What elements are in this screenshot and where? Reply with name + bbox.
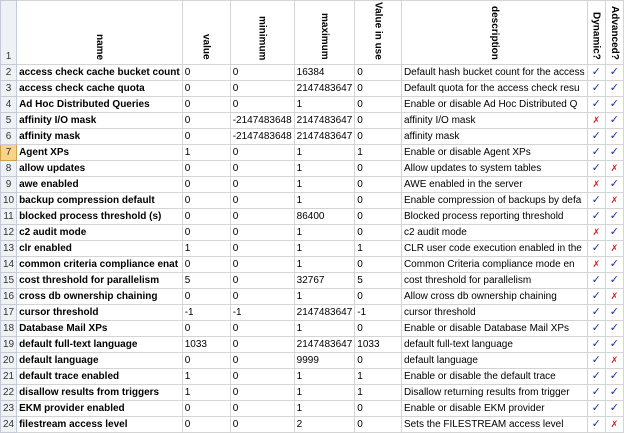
cell-dynamic-check-icon: ✓: [591, 354, 601, 366]
cell-maximum[interactable]: 1: [294, 145, 355, 161]
table-row[interactable]: [1, 81, 624, 97]
cell-advanced-cross-icon: ✗: [610, 163, 619, 173]
cell-name[interactable]: clr enabled: [17, 241, 183, 257]
cell-value[interactable]: 0: [182, 225, 230, 241]
cell-minimum[interactable]: 0: [230, 225, 294, 241]
row-number[interactable]: 4: [1, 97, 17, 113]
cell-dynamic-check-icon: ✓: [591, 194, 601, 206]
cell-maximum[interactable]: 1: [294, 401, 355, 417]
cell-description[interactable]: Enable or disable Ad Hoc Distributed Q: [401, 97, 587, 113]
cell-advanced[interactable]: [605, 401, 623, 417]
cell-advanced-check-icon: ✓: [609, 210, 619, 222]
cell-value[interactable]: 0: [182, 81, 230, 97]
cell-advanced[interactable]: [605, 209, 623, 225]
cell-advanced-check-icon: ✓: [609, 402, 619, 414]
cell-advanced-check-icon: ✓: [609, 258, 619, 270]
row-number[interactable]: 1: [1, 1, 17, 65]
cell-dynamic-check-icon: ✓: [591, 66, 601, 78]
cell-name[interactable]: c2 audit mode: [17, 225, 183, 241]
cell-value[interactable]: 0: [182, 177, 230, 193]
cell-value-in-use[interactable]: 1: [355, 241, 402, 257]
cell-minimum[interactable]: 0: [230, 65, 294, 81]
cell-value-in-use[interactable]: 0: [355, 257, 402, 273]
cell-value-in-use[interactable]: 0: [355, 401, 402, 417]
row-number[interactable]: 5: [1, 113, 17, 129]
cell-dynamic-check-icon: ✓: [591, 386, 601, 398]
cell-advanced-cross-icon: ✗: [610, 195, 619, 205]
cell-dynamic-check-icon: ✓: [591, 370, 601, 382]
cell-value-in-use[interactable]: 0: [355, 81, 402, 97]
row-number[interactable]: 20: [1, 353, 17, 369]
cell-dynamic[interactable]: [587, 193, 605, 209]
cell-advanced-check-icon: ✓: [609, 306, 619, 318]
cell-maximum[interactable]: 1: [294, 161, 355, 177]
table-row[interactable]: [1, 241, 624, 257]
cell-minimum[interactable]: 0: [230, 337, 294, 353]
cell-description[interactable]: affinity I/O mask: [401, 113, 587, 129]
cell-advanced[interactable]: [605, 161, 623, 177]
cell-maximum[interactable]: 32767: [294, 273, 355, 289]
row-number[interactable]: 16: [1, 289, 17, 305]
cell-advanced-check-icon: ✓: [609, 114, 619, 126]
cell-maximum[interactable]: 2147483647: [294, 81, 355, 97]
row-number[interactable]: 6: [1, 129, 17, 145]
cell-minimum[interactable]: 0: [230, 401, 294, 417]
cell-name[interactable]: EKM provider enabled: [17, 401, 183, 417]
cell-minimum[interactable]: 0: [230, 321, 294, 337]
row-number[interactable]: 15: [1, 273, 17, 289]
cell-maximum[interactable]: 2147483647: [294, 113, 355, 129]
cell-value-in-use[interactable]: 0: [355, 225, 402, 241]
cell-description[interactable]: Enable or disable the default trace: [401, 369, 587, 385]
table-row[interactable]: [1, 369, 624, 385]
row-number[interactable]: 14: [1, 257, 17, 273]
cell-dynamic-check-icon: ✓: [591, 322, 601, 334]
cell-advanced[interactable]: [605, 257, 623, 273]
table-row[interactable]: [1, 113, 624, 129]
cell-dynamic[interactable]: [587, 353, 605, 369]
table-row[interactable]: [1, 337, 624, 353]
row-number[interactable]: 12: [1, 225, 17, 241]
row-number[interactable]: 10: [1, 193, 17, 209]
cell-advanced-check-icon: ✓: [609, 386, 619, 398]
table-row[interactable]: [1, 321, 624, 337]
cell-maximum[interactable]: 2147483647: [294, 305, 355, 321]
cell-value[interactable]: -1: [182, 305, 230, 321]
cell-dynamic[interactable]: [587, 209, 605, 225]
table-row[interactable]: [1, 257, 624, 273]
row-number[interactable]: 8: [1, 161, 17, 177]
row-number[interactable]: 21: [1, 369, 17, 385]
table-row[interactable]: [1, 209, 624, 225]
cell-dynamic-cross-icon: ✗: [592, 115, 600, 125]
cell-dynamic-cross-icon: ✗: [592, 227, 600, 237]
cell-maximum[interactable]: 1: [294, 321, 355, 337]
cell-value[interactable]: 0: [182, 129, 230, 145]
cell-advanced[interactable]: [605, 305, 623, 321]
cell-dynamic[interactable]: [587, 65, 605, 81]
cell-advanced-check-icon: ✓: [609, 370, 619, 382]
cell-minimum[interactable]: 0: [230, 81, 294, 97]
cell-minimum[interactable]: 0: [230, 273, 294, 289]
cell-value-in-use[interactable]: -1: [355, 305, 402, 321]
cell-description[interactable]: Default quota for the access check resu: [401, 81, 587, 97]
cell-dynamic[interactable]: [587, 289, 605, 305]
cell-advanced-check-icon: ✓: [609, 82, 619, 94]
cell-advanced-check-icon: ✓: [609, 274, 619, 286]
row-number[interactable]: 11: [1, 209, 17, 225]
cell-description[interactable]: default language: [401, 353, 587, 369]
header-value[interactable]: value: [182, 1, 230, 65]
cell-minimum[interactable]: 0: [230, 417, 294, 433]
cell-minimum[interactable]: -2147483648: [230, 113, 294, 129]
cell-value-in-use[interactable]: 0: [355, 193, 402, 209]
table-row[interactable]: [1, 417, 624, 433]
cell-value-in-use[interactable]: 1: [355, 369, 402, 385]
cell-dynamic[interactable]: [587, 129, 605, 145]
cell-value-in-use[interactable]: 0: [355, 65, 402, 81]
cell-dynamic[interactable]: [587, 225, 605, 241]
cell-minimum[interactable]: 0: [230, 241, 294, 257]
cell-description[interactable]: Disallow returning results from trigger: [401, 385, 587, 401]
cell-maximum[interactable]: 1: [294, 385, 355, 401]
cell-minimum[interactable]: 0: [230, 209, 294, 225]
cell-value[interactable]: 1: [182, 369, 230, 385]
table-row[interactable]: [1, 177, 624, 193]
cell-dynamic[interactable]: [587, 241, 605, 257]
cell-name[interactable]: filestream access level: [17, 417, 183, 433]
cell-name[interactable]: Database Mail XPs: [17, 321, 183, 337]
cell-advanced[interactable]: [605, 273, 623, 289]
cell-value[interactable]: 0: [182, 97, 230, 113]
cell-dynamic[interactable]: [587, 401, 605, 417]
cell-name[interactable]: common criteria compliance enat: [17, 257, 183, 273]
cell-dynamic-check-icon: ✓: [591, 82, 601, 94]
cell-advanced-cross-icon: ✗: [610, 291, 619, 301]
cell-dynamic-cross-icon: ✗: [592, 259, 600, 269]
cell-maximum[interactable]: 9999: [294, 353, 355, 369]
cell-minimum[interactable]: 0: [230, 145, 294, 161]
cell-name[interactable]: backup compression default: [17, 193, 183, 209]
cell-name[interactable]: affinity mask: [17, 129, 183, 145]
table-row[interactable]: [1, 385, 624, 401]
cell-name[interactable]: blocked process threshold (s): [17, 209, 183, 225]
cell-dynamic[interactable]: [587, 177, 605, 193]
cell-description[interactable]: Allow updates to system tables: [401, 161, 587, 177]
cell-advanced[interactable]: [605, 145, 623, 161]
cell-value-in-use[interactable]: 1: [355, 385, 402, 401]
cell-maximum[interactable]: 1: [294, 177, 355, 193]
cell-description[interactable]: Enable or disable EKM provider: [401, 401, 587, 417]
cell-description[interactable]: Sets the FILESTREAM access level: [401, 417, 587, 433]
cell-value[interactable]: 0: [182, 209, 230, 225]
cell-description[interactable]: Common Criteria compliance mode en: [401, 257, 587, 273]
cell-value[interactable]: 1033: [182, 337, 230, 353]
table-row[interactable]: [1, 193, 624, 209]
cell-value-in-use[interactable]: 0: [355, 113, 402, 129]
cell-dynamic[interactable]: [587, 321, 605, 337]
cell-dynamic-check-icon: ✓: [591, 146, 601, 158]
cell-description[interactable]: cursor threshold: [401, 305, 587, 321]
cell-maximum[interactable]: 1: [294, 369, 355, 385]
cell-advanced-check-icon: ✓: [609, 226, 619, 238]
row-number[interactable]: 23: [1, 401, 17, 417]
cell-dynamic[interactable]: [587, 273, 605, 289]
cell-dynamic-check-icon: ✓: [591, 306, 601, 318]
cell-maximum[interactable]: 1: [294, 289, 355, 305]
cell-value-in-use[interactable]: 0: [355, 161, 402, 177]
cell-name[interactable]: cursor threshold: [17, 305, 183, 321]
cell-dynamic[interactable]: [587, 257, 605, 273]
cell-value-in-use[interactable]: 0: [355, 417, 402, 433]
cell-maximum[interactable]: 2147483647: [294, 129, 355, 145]
cell-dynamic-check-icon: ✓: [591, 402, 601, 414]
header-value-in-use[interactable]: Value in use: [355, 1, 402, 65]
cell-name[interactable]: cost threshold for parallelism: [17, 273, 183, 289]
cell-dynamic[interactable]: [587, 369, 605, 385]
table-row[interactable]: [1, 289, 624, 305]
cell-minimum[interactable]: 0: [230, 161, 294, 177]
cell-description[interactable]: Default hash bucket count for the access: [401, 65, 587, 81]
cell-advanced[interactable]: [605, 65, 623, 81]
cell-minimum[interactable]: 0: [230, 289, 294, 305]
cell-description[interactable]: Enable or disable Agent XPs: [401, 145, 587, 161]
cell-value-in-use[interactable]: 0: [355, 353, 402, 369]
table-row[interactable]: [1, 305, 624, 321]
cell-dynamic-check-icon: ✓: [591, 274, 601, 286]
cell-maximum[interactable]: 86400: [294, 209, 355, 225]
cell-name[interactable]: access check cache bucket count: [17, 65, 183, 81]
cell-advanced[interactable]: [605, 241, 623, 257]
row-number[interactable]: 9: [1, 177, 17, 193]
cell-description[interactable]: Enable or disable Database Mail XPs: [401, 321, 587, 337]
cell-value[interactable]: 1: [182, 241, 230, 257]
row-number[interactable]: 13: [1, 241, 17, 257]
header-dynamic[interactable]: Dynamic?: [587, 1, 605, 65]
cell-value-in-use[interactable]: 0: [355, 321, 402, 337]
row-number[interactable]: 7: [1, 145, 17, 161]
cell-dynamic[interactable]: [587, 97, 605, 113]
cell-dynamic[interactable]: [587, 113, 605, 129]
cell-description[interactable]: Enable compression of backups by defa: [401, 193, 587, 209]
cell-value-in-use[interactable]: 0: [355, 289, 402, 305]
cell-advanced-cross-icon: ✗: [610, 243, 619, 253]
cell-name[interactable]: allow updates: [17, 161, 183, 177]
cell-name[interactable]: Ad Hoc Distributed Queries: [17, 97, 183, 113]
cell-advanced[interactable]: [605, 337, 623, 353]
table-row[interactable]: [1, 273, 624, 289]
cell-maximum[interactable]: 1: [294, 225, 355, 241]
cell-dynamic-check-icon: ✓: [591, 290, 601, 302]
cell-dynamic-cross-icon: ✗: [592, 179, 600, 189]
table-row[interactable]: [1, 161, 624, 177]
cell-advanced[interactable]: [605, 81, 623, 97]
cell-value-in-use[interactable]: 0: [355, 177, 402, 193]
cell-minimum[interactable]: -2147483648: [230, 129, 294, 145]
cell-minimum[interactable]: -1: [230, 305, 294, 321]
row-number[interactable]: 24: [1, 417, 17, 433]
table-row[interactable]: [1, 129, 624, 145]
cell-value[interactable]: 1: [182, 145, 230, 161]
cell-value[interactable]: 0: [182, 113, 230, 129]
row-number[interactable]: 2: [1, 65, 17, 81]
cell-dynamic[interactable]: [587, 145, 605, 161]
cell-value-in-use[interactable]: 1: [355, 145, 402, 161]
cell-name[interactable]: awe enabled: [17, 177, 183, 193]
cell-advanced-check-icon: ✓: [609, 98, 619, 110]
cell-value[interactable]: 0: [182, 417, 230, 433]
cell-name[interactable]: default trace enabled: [17, 369, 183, 385]
cell-value[interactable]: 0: [182, 321, 230, 337]
cell-name[interactable]: default full-text language: [17, 337, 183, 353]
cell-advanced-check-icon: ✓: [609, 66, 619, 78]
cell-minimum[interactable]: 0: [230, 257, 294, 273]
cell-description[interactable]: cost threshold for parallelism: [401, 273, 587, 289]
cell-description[interactable]: default full-text language: [401, 337, 587, 353]
cell-value[interactable]: 0: [182, 257, 230, 273]
cell-minimum[interactable]: 0: [230, 385, 294, 401]
cell-advanced[interactable]: [605, 353, 623, 369]
cell-advanced[interactable]: [605, 177, 623, 193]
cell-value[interactable]: 0: [182, 401, 230, 417]
cell-advanced[interactable]: [605, 369, 623, 385]
cell-name[interactable]: disallow results from triggers: [17, 385, 183, 401]
cell-dynamic[interactable]: [587, 417, 605, 433]
cell-minimum[interactable]: 0: [230, 97, 294, 113]
cell-advanced-check-icon: ✓: [609, 146, 619, 158]
cell-value[interactable]: 0: [182, 353, 230, 369]
cell-advanced-cross-icon: ✗: [610, 355, 619, 365]
cell-minimum[interactable]: 0: [230, 369, 294, 385]
table-row[interactable]: [1, 353, 624, 369]
cell-name[interactable]: affinity I/O mask: [17, 113, 183, 129]
cell-dynamic-check-icon: ✓: [591, 210, 601, 222]
cell-value[interactable]: 1: [182, 385, 230, 401]
cell-description[interactable]: Blocked process reporting threshold: [401, 209, 587, 225]
cell-value-in-use[interactable]: 1033: [355, 337, 402, 353]
cell-value-in-use[interactable]: 0: [355, 129, 402, 145]
header-maximum[interactable]: maximum: [294, 1, 355, 65]
cell-advanced-check-icon: ✓: [609, 322, 619, 334]
cell-advanced[interactable]: [605, 225, 623, 241]
cell-dynamic-check-icon: ✓: [591, 162, 601, 174]
table-row[interactable]: [1, 65, 624, 81]
cell-maximum[interactable]: 16384: [294, 65, 355, 81]
header-advanced[interactable]: Advanced?: [605, 1, 623, 65]
cell-value[interactable]: 0: [182, 65, 230, 81]
cell-minimum[interactable]: 0: [230, 193, 294, 209]
cell-dynamic[interactable]: [587, 81, 605, 97]
cell-advanced-check-icon: ✓: [609, 338, 619, 350]
header-description[interactable]: description: [401, 1, 587, 65]
row-number[interactable]: 22: [1, 385, 17, 401]
cell-advanced-cross-icon: ✗: [610, 419, 619, 429]
row-number[interactable]: 17: [1, 305, 17, 321]
cell-name[interactable]: default language: [17, 353, 183, 369]
cell-advanced[interactable]: [605, 385, 623, 401]
cell-value-in-use[interactable]: 0: [355, 209, 402, 225]
table-row[interactable]: [1, 401, 624, 417]
cell-maximum[interactable]: 1: [294, 241, 355, 257]
header-row: [1, 1, 624, 65]
row-number[interactable]: 18: [1, 321, 17, 337]
cell-value[interactable]: 5: [182, 273, 230, 289]
cell-advanced[interactable]: [605, 289, 623, 305]
cell-description[interactable]: CLR user code execution enabled in the: [401, 241, 587, 257]
cell-value-in-use[interactable]: 0: [355, 97, 402, 113]
cell-value-in-use[interactable]: 5: [355, 273, 402, 289]
cell-description[interactable]: AWE enabled in the server: [401, 177, 587, 193]
cell-minimum[interactable]: 0: [230, 177, 294, 193]
cell-description[interactable]: Allow cross db ownership chaining: [401, 289, 587, 305]
cell-maximum[interactable]: 1: [294, 97, 355, 113]
cell-name[interactable]: Agent XPs: [17, 145, 183, 161]
cell-description[interactable]: affinity mask: [401, 129, 587, 145]
cell-description[interactable]: c2 audit mode: [401, 225, 587, 241]
cell-advanced[interactable]: [605, 97, 623, 113]
header-name[interactable]: name: [17, 1, 183, 65]
row-number[interactable]: 19: [1, 337, 17, 353]
header-minimum[interactable]: minimum: [230, 1, 294, 65]
table-row[interactable]: [1, 225, 624, 241]
cell-dynamic[interactable]: [587, 385, 605, 401]
cell-maximum[interactable]: 2: [294, 417, 355, 433]
cell-value[interactable]: 0: [182, 289, 230, 305]
cell-name[interactable]: access check cache quota: [17, 81, 183, 97]
cell-dynamic[interactable]: [587, 305, 605, 321]
cell-advanced[interactable]: [605, 193, 623, 209]
cell-dynamic-check-icon: ✓: [591, 98, 601, 110]
cell-name[interactable]: cross db ownership chaining: [17, 289, 183, 305]
cell-dynamic[interactable]: [587, 337, 605, 353]
cell-value[interactable]: 0: [182, 193, 230, 209]
cell-maximum[interactable]: 1: [294, 257, 355, 273]
cell-maximum[interactable]: 1: [294, 193, 355, 209]
cell-value[interactable]: 0: [182, 161, 230, 177]
cell-dynamic-check-icon: ✓: [591, 338, 601, 350]
row-number[interactable]: 3: [1, 81, 17, 97]
cell-advanced[interactable]: [605, 129, 623, 145]
cell-advanced-check-icon: ✓: [609, 130, 619, 142]
table-row[interactable]: [1, 97, 624, 113]
table-row[interactable]: [1, 145, 624, 161]
cell-advanced[interactable]: [605, 417, 623, 433]
cell-dynamic[interactable]: [587, 161, 605, 177]
cell-maximum[interactable]: 2147483647: [294, 337, 355, 353]
cell-dynamic-check-icon: ✓: [591, 418, 601, 430]
cell-dynamic-check-icon: ✓: [591, 130, 601, 142]
cell-dynamic-check-icon: ✓: [591, 242, 601, 254]
cell-advanced[interactable]: [605, 321, 623, 337]
cell-advanced-check-icon: ✓: [609, 178, 619, 190]
cell-minimum[interactable]: 0: [230, 353, 294, 369]
cell-advanced[interactable]: [605, 113, 623, 129]
